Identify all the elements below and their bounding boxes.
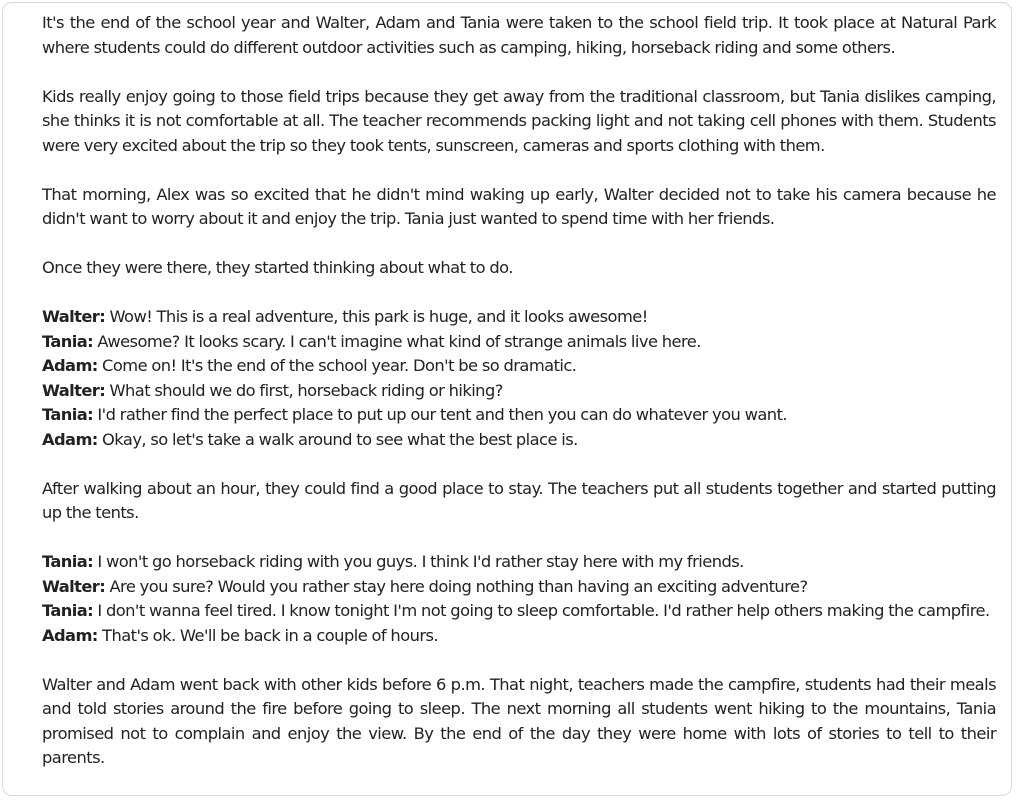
speaker-name: Adam: (42, 625, 98, 645)
speaker-name: Tania: (42, 601, 94, 620)
dialogue-text: I don't wanna feel tired. I know tonight I'm not going to sleep comfortable. I'd rather help others making the campfire. (97, 601, 990, 620)
speaker-name: Walter: (42, 307, 106, 326)
dialogue-line (42, 403, 996, 428)
speaker-name: Walter: (42, 380, 106, 400)
paragraph-field-trips: Kids really enjoy going to those field trips because they get away from the traditional classroom, but Tania dislikes camping, she thinks it is not comfortable at all. The teacher recommends packing light and not taking cell phones with them. Students were very excited about the trip so they took tents, sunscreen, cameras and sports clothing with them. (42, 86, 996, 155)
dialogue-text: What should we do first, horseback riding or hiking? (109, 380, 503, 400)
dialogue-text: Come on! It's the end of the school year. Don't be so dramatic. (102, 356, 577, 375)
speaker-name: Adam: (42, 429, 98, 449)
paragraph-arrival: Once they were there, they started thinking about what to do. (42, 258, 513, 277)
dialogue-text: Wow! This is a real adventure, this park is huge, and it looks awesome! (109, 307, 648, 326)
dialogue-text: Are you sure? Would you rather stay here doing nothing than having an exciting adventure? (109, 576, 808, 596)
dialogue-line (42, 379, 996, 404)
paragraph-ending: Walter and Adam went back with other kids before 6 p.m. That night, teachers made the campfire, students had their meals and told stories around the fire before going to sleep. The next morning all students went hiking to the mountains, Tania promised not to complain and enjoy the view. By the end of the day they were home with lots of stories to tell to their parents. (42, 674, 996, 767)
dialogue-text: Awesome? It looks scary. I can't imagine what kind of strange animals live here. (97, 331, 701, 351)
dialogue-line (42, 575, 996, 600)
speaker-name: Tania: (42, 331, 94, 351)
dialogue-line (42, 550, 996, 575)
speaker-name: Tania: (42, 405, 94, 424)
dialogue-line (42, 305, 996, 330)
story-text (42, 11, 996, 795)
story-card (2, 2, 1012, 796)
dialogue-line (42, 428, 996, 453)
paragraph-campsite: After walking about an hour, they could find a good place to stay. The teachers put all students together and started putting up the tents. (42, 478, 996, 522)
dialogue-line (42, 599, 996, 624)
dialogue-second (42, 550, 996, 648)
dialogue-line (42, 330, 996, 355)
dialogue-first (42, 305, 996, 452)
dialogue-text: Okay, so let's take a walk around to see what the best place is. (102, 429, 578, 449)
speaker-name: Adam: (42, 356, 98, 375)
dialogue-line (42, 624, 996, 649)
dialogue-text: I won't go horseback riding with you guys. I think I'd rather stay here with my friends. (97, 552, 744, 571)
dialogue-text: That's ok. We'll be back in a couple of hours. (102, 625, 439, 645)
dialogue-line (42, 354, 996, 379)
speaker-name: Tania: (42, 552, 94, 571)
speaker-name: Walter: (42, 576, 106, 596)
paragraph-morning: That morning, Alex was so excited that he didn't mind waking up early, Walter decided not to take his camera because he didn't want to worry about it and enjoy the trip. Tania just wanted to spend time with her friends. (42, 184, 996, 228)
dialogue-text: I'd rather find the perfect place to put up our tent and then you can do whatever you want. (97, 405, 788, 424)
paragraph-intro: It's the end of the school year and Walter, Adam and Tania were taken to the school field trip. It took place at Natural Park where students could do different outdoor activities such as camping, hiking, horseback riding and some others. (42, 13, 996, 57)
